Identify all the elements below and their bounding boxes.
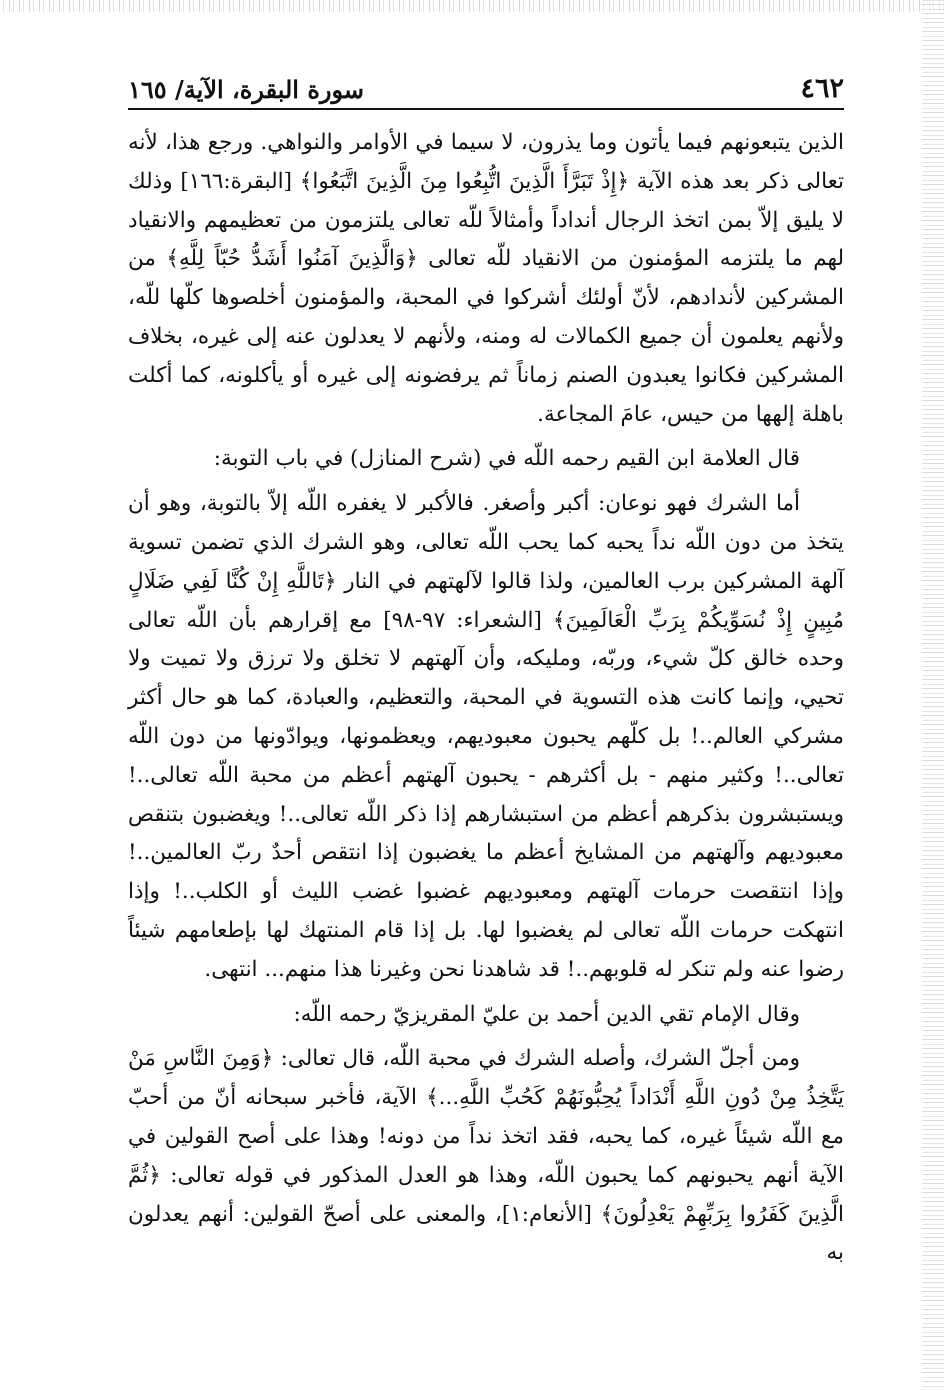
- page-header: [128, 60, 844, 110]
- paragraph-ibn-qayyim-quote: أما الشرك فهو نوعان: أكبر وأصغر. فالأكبر لا يغفره اللّه إلاّ بالتوبة، وهو أن يتخذ من دون اللّه نداً يحبه كما يحب اللّه تعالى، وهو الشرك الذي تضمن تسوية آلهة المشركين برب العالمين، ولذا قالوا لآلهتهم في النار ﴿تَاللَّهِ إِنْ كُنَّا لَفِي ضَلَالٍ مُبِينٍ إِذْ نُسَوِّيكُمْ بِرَبِّ الْعَالَمِينَ﴾ [الشعراء: ٩٧-٩٨] مع إقرارهم بأن اللّه تعالى وحده خالق كلّ شيء، وربّه، ومليكه، وأن آلهتهم لا تخلق ولا ترزق ولا تميت ولا تحيي، وإنما كانت هذه التسوية في المحبة، والتعظيم، والعبادة، كما هو حال أكثر مشركي العالم..! بل كلّهم يحبون معبوديهم، ويعظمونها، ويوادّونها من دون اللّه تعالى..! وكثير منهم - بل أكثرهم - يحبون آلهتهم أعظم من محبة اللّه تعالى..! ويستبشرون بذكرهم أعظم من استبشارهم إذا ذكر اللّه تعالى..! ويغضبون بتنقص معبوديهم وآلهتهم من المشايخ أعظم ما يغضبون إذا انتقص أحدٌ ربّ العالمين..! وإذا انتقصت حرمات آلهتهم ومعبوديهم غضبوا غضب الليث أو الكلب..! وإذا انتهكت حرمات اللّه تعالى لم يغضبوا لها. بل إذا قام المنتهك لها بإطعامهم شيئاً رضوا عنه ولم تنكر له قلوبهم..! قد شاهدنا نحن وغيرنا هذا منهم... انتهى.: [128, 491, 844, 982]
- book-page: [128, 60, 844, 1380]
- scan-edge-right: [922, 0, 944, 1390]
- body-text: [128, 124, 844, 1273]
- paragraph-maqrizi-quote: ومن أجلّ الشرك، وأصله الشرك في محبة اللّه، قال تعالى: ﴿وَمِنَ النَّاسِ مَنْ يَتَّخِذُ مِنْ دُونِ اللَّهِ أَنْدَاداً يُحِبُّونَهُمْ كَحُبِّ اللَّهِ...﴾ الآية، فأخبر سبحانه أنّ من أحبّ مع اللّه شيئاً غيره، كما يحبه، فقد اتخذ نداً من دونه! وهذا على أصح القولين في الآية أنهم يحبونهم كما يحبون اللّه، وهذا هو العدل المذكور في قوله تعالى: ﴿ثُمَّ الَّذِينَ كَفَرُوا بِرَبِّهِمْ يَعْدِلُونَ﴾ [الأنعام:١]، والمعنى على أصحّ القولين: أنهم يعدلون به: [128, 1046, 845, 1266]
- scan-edge-top: [0, 0, 944, 12]
- paragraph-maqrizi-intro: وقال الإمام تقي الدين أحمد بن عليّ المقريزيّ رحمه اللّه:: [293, 1001, 800, 1027]
- page-number: ٤٦٢: [800, 73, 844, 104]
- paragraph-ibn-qayyim-intro: قال العلامة ابن القيم رحمه اللّه في (شرح المنازل) في باب التوبة:: [213, 446, 800, 472]
- running-title: سورة البقرة، الآية/ ١٦٥: [128, 75, 365, 104]
- paragraph-tafsir: الذين يتبعونهم فيما يأتون وما يذرون، لا سيما في الأوامر والنواهي. ورجع هذا، لأنه تعالى ذكر بعد هذه الآية ﴿إِذْ تَبَرَّأَ الَّذِينَ اتُّبِعُوا مِنَ الَّذِينَ اتَّبَعُوا﴾ [البقرة:١٦٦] وذلك لا يليق إلاّ بمن اتخذ الرجال أنداداً وأمثالاً للّه تعالى يلتزمون من تعظيمهم والانقياد لهم ما يلتزمه المؤمنون من الانقياد للّه تعالى ﴿وَالَّذِينَ آمَنُوا أَشَدُّ حُبّاً لِلَّهِ﴾ من المشركين لأندادهم، لأنّ أولئك أشركوا في المحبة، والمؤمنون أخلصوها كلّها للّه، ولأنهم يعلمون أن جميع الكمالات له ومنه، ولأنهم لا يعدلون عنه إلى غيره، بخلاف المشركين فكانوا يعبدون الصنم زماناً ثم يرفضونه إلى غيره أو يأكلونه، كما أكلت باهلة إلهها من حيس، عامَ المجاعة.: [128, 130, 844, 427]
